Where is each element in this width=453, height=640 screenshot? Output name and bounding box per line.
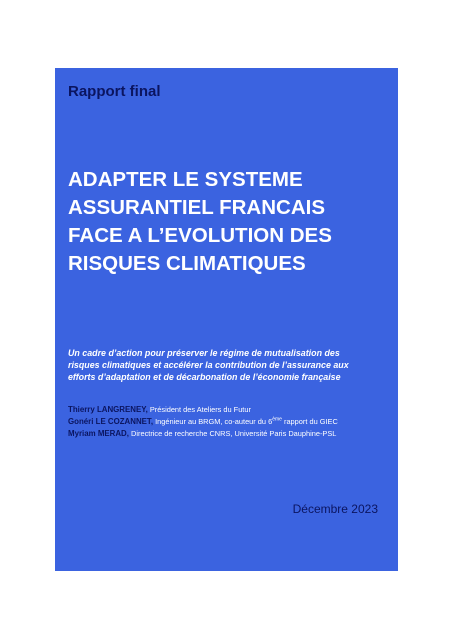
subtitle-line: efforts d’adaptation et de décarbonation de l’économie française	[68, 372, 341, 382]
authors-list	[68, 404, 396, 440]
author-role-text: Ingénieur au BRGM, co-auteur du 6	[155, 417, 273, 426]
report-subtitle	[68, 347, 390, 383]
author-name: Myriam MERAD,	[68, 429, 129, 438]
report-title	[68, 166, 388, 278]
author-entry	[68, 404, 396, 416]
publication-date: Décembre 2023	[292, 502, 378, 516]
title-line: ASSURANTIEL FRANCAIS	[68, 196, 326, 219]
subtitle-line: risques climatiques et accélérer la contribution de l’assurance aux	[68, 360, 349, 370]
author-role	[155, 417, 338, 426]
author-role: Directrice de recherche CNRS, Université Paris Dauphine-PSL	[131, 429, 337, 438]
report-type-label: Rapport final	[68, 83, 161, 100]
cover-panel	[55, 68, 398, 571]
title-line: FACE A L’EVOLUTION DES	[68, 224, 332, 247]
author-name: Thierry LANGRENEY,	[68, 405, 148, 414]
author-entry	[68, 416, 396, 428]
subtitle-line: Un cadre d’action pour préserver le régime de mutualisation des	[68, 348, 340, 358]
title-line: ADAPTER LE SYSTEME	[68, 168, 303, 191]
title-line: RISQUES CLIMATIQUES	[68, 252, 306, 275]
author-role-text: rapport du GIEC	[281, 417, 338, 426]
author-role-superscript: ème	[272, 416, 282, 423]
author-entry	[68, 428, 396, 440]
author-role: Président des Ateliers du Futur	[149, 405, 251, 414]
author-name: Gonéri LE COZANNET,	[68, 417, 154, 426]
